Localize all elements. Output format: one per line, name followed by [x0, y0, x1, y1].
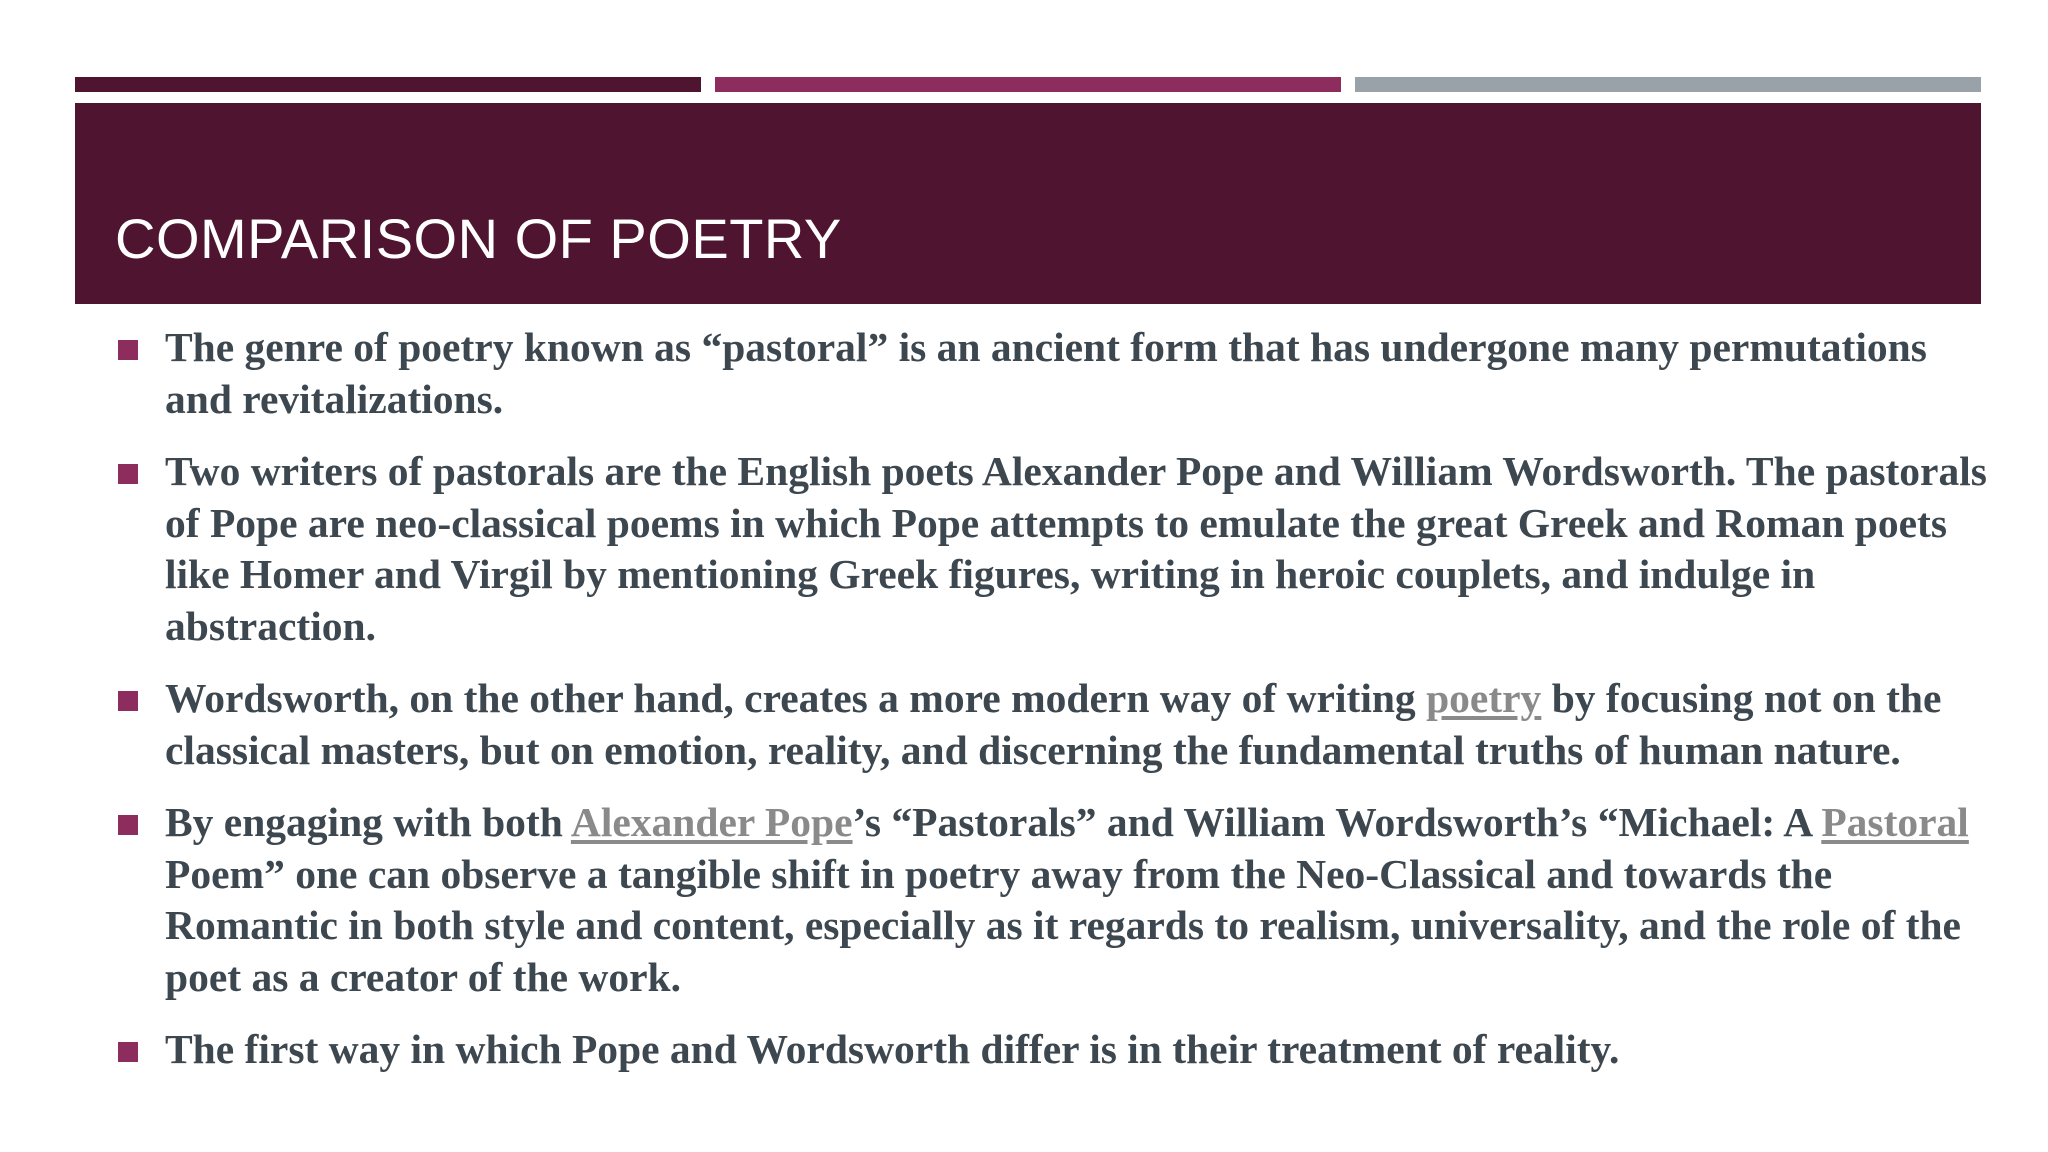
bullet-square-icon [118, 340, 138, 360]
bullet-item-2 [118, 446, 1998, 652]
bullet-text: The first way in which Pope and Wordsworth differ is in their treatment of reality. [165, 1026, 1620, 1072]
bullet-text: The genre of poetry known as “pastoral” is an ancient form that has undergone many permutations and revitalizations. [165, 324, 1927, 422]
bullet-square-icon [118, 815, 138, 835]
bullet-text-part-2: ’s “Pastorals” and William Wordsworth’s “Michael: A [852, 799, 1822, 845]
bullet-text-after-link: by focusing not on the classical masters, but on emotion, reality, and discerning the fundamental truths of human nature. [165, 675, 1942, 773]
pastoral-link[interactable]: Pastoral [1821, 799, 1969, 845]
bullet-item-3 [118, 673, 1998, 776]
bullet-list [118, 322, 1998, 1097]
bullet-square-icon [118, 691, 138, 711]
bullet-text-before-link: Wordsworth, on the other hand, creates a more modern way of writing [165, 675, 1427, 721]
bullet-item-4 [118, 797, 1998, 1003]
alexander-pope-link[interactable]: Alexander Pope [570, 799, 853, 845]
bullet-text-part-3: Poem” one can observe a tangible shift in poetry away from the Neo-Classical and towards the Romantic in both style and content, especially as it regards to realism, universality, and the role of the poet as a creator of the work. [165, 850, 1961, 1000]
accent-bar-dark [75, 77, 701, 92]
bullet-item-5 [118, 1024, 1998, 1076]
slide-title: COMPARISON OF POETRY [115, 207, 842, 270]
accent-bar-magenta [715, 77, 1341, 92]
title-band [75, 103, 1981, 304]
bullet-text-part-1: By engaging with both [165, 799, 571, 845]
bullet-square-icon [118, 1042, 138, 1062]
poetry-link[interactable]: poetry [1426, 675, 1542, 721]
bullet-item-1 [118, 322, 1998, 425]
bullet-text: Two writers of pastorals are the English poets Alexander Pope and William Wordsworth. The pastorals of Pope are neo-classical poems in which Pope attempts to emulate the great Greek and Roman poets like Homer and Virgil by mentioning Greek figures, writing in heroic couplets, and indulge in abstraction. [165, 448, 1987, 649]
bullet-square-icon [118, 464, 138, 484]
accent-bar-gray [1355, 77, 1981, 92]
